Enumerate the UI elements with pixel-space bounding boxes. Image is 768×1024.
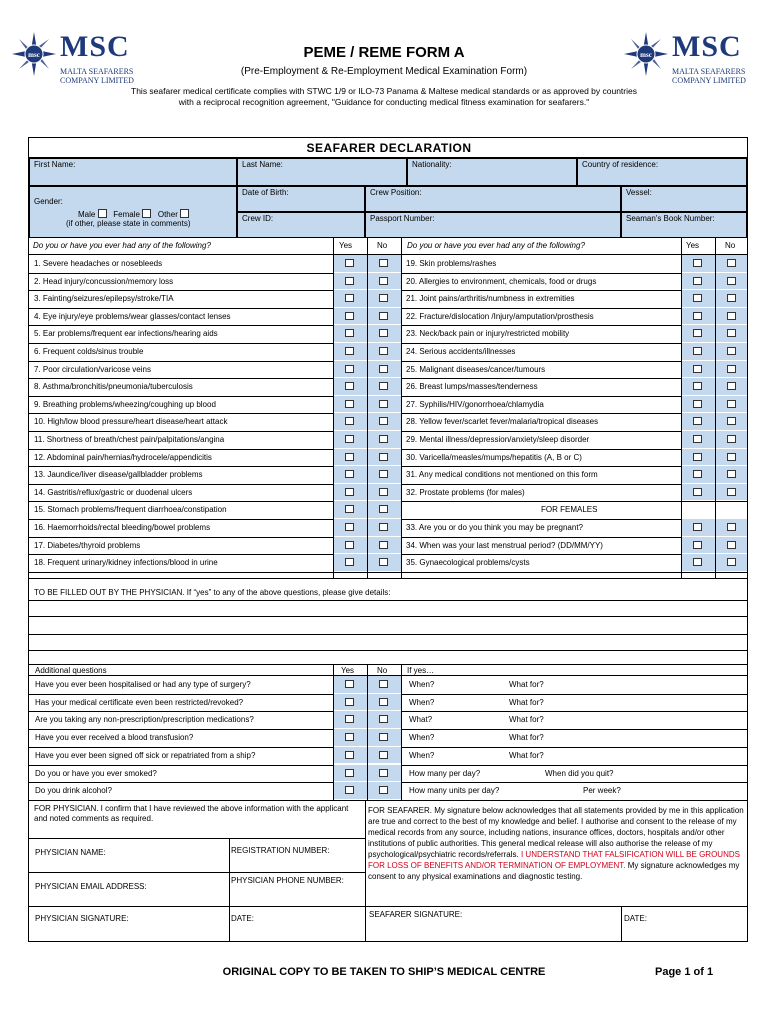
additional-yes: Yes [341, 666, 355, 675]
if-yes-prompt-b: What for? [509, 733, 544, 743]
no-checkbox[interactable] [727, 558, 736, 566]
no-checkbox[interactable] [727, 470, 736, 478]
yes-checkbox[interactable] [345, 488, 354, 496]
physician-name-field[interactable] [124, 840, 227, 872]
no-checkbox[interactable] [379, 680, 388, 688]
no-checkbox[interactable] [379, 277, 388, 285]
physician-phone-label: PHYSICIAN PHONE NUMBER: [231, 876, 344, 885]
nationality-field[interactable]: Nationality: [407, 158, 577, 186]
no-checkbox[interactable] [727, 417, 736, 425]
question-right: 33. Are you or do you think you may be pregnant? [406, 523, 584, 532]
form-title: PEME / REME FORM A [303, 44, 465, 61]
details-line-1[interactable] [31, 602, 745, 615]
no-checkbox[interactable] [379, 558, 388, 566]
question-left: 7. Poor circulation/varicose veins [34, 364, 151, 374]
question-right: 29. Mental illness/depression/anxiety/sleep disorder [406, 435, 590, 444]
first-name-field[interactable]: First Name: [29, 158, 237, 186]
svg-text:msc: msc [640, 51, 652, 59]
no-checkbox[interactable] [379, 715, 388, 723]
no-checkbox[interactable] [727, 400, 736, 408]
seafarer-signature-label: SEAFARER SIGNATURE: [369, 910, 463, 919]
country-field[interactable]: Country of residence: [577, 158, 747, 186]
additional-header: Additional questions [35, 666, 107, 675]
dob-field[interactable]: Date of Birth: [237, 186, 365, 212]
physician-email-field[interactable] [179, 874, 227, 906]
form-intro: This seafarer medical certificate complies with STWC 1/9 or ILO-73 Panama & Maltese medical standards or as approved by countries with a reciprocal recognition agreement, "Guidance for conducting medical fitness examination for seafarers." [131, 86, 637, 107]
if-yes-prompt-b: When did you quit? [545, 768, 614, 778]
question-right: 32. Prostate problems (for males) [406, 487, 525, 497]
yes-checkbox[interactable] [345, 294, 354, 302]
additional-question: Do you drink alcohol? [35, 786, 112, 796]
question-right: 30. Varicella/measles/mumps/hepatitis (A, B or C) [406, 452, 582, 462]
yes-checkbox[interactable] [345, 680, 354, 688]
no-checkbox[interactable] [379, 698, 388, 706]
question-left: 10. High/low blood pressure/heart disease/heart attack [34, 417, 228, 427]
if-yes-prompt-b: What for? [509, 680, 544, 689]
additional-question: Have you ever been signed off sick or repatriated from a ship? [35, 750, 256, 760]
no-checkbox[interactable] [379, 541, 388, 549]
female-checkbox[interactable] [142, 209, 151, 218]
no-checkbox[interactable] [379, 417, 388, 425]
for-females-header: FOR FEMALES [541, 505, 598, 515]
questions-header-left: Do you or have you ever had any of the following? [33, 241, 211, 250]
question-left: 1. Severe headaches or nosebleeds [34, 259, 163, 268]
crew-id-field[interactable]: Crew ID: [237, 212, 365, 238]
no-checkbox[interactable] [379, 347, 388, 355]
yes-checkbox[interactable] [693, 488, 702, 496]
question-right: 26. Breast lumps/masses/tenderness [406, 382, 538, 392]
no-checkbox[interactable] [727, 523, 736, 531]
yes-checkbox[interactable] [693, 347, 702, 355]
no-checkbox[interactable] [727, 277, 736, 285]
yes-checkbox[interactable] [345, 417, 354, 425]
question-right: 23. Neck/back pain or injury/restricted mobility [406, 329, 570, 339]
yes-checkbox[interactable] [345, 259, 354, 267]
yes-checkbox[interactable] [345, 558, 354, 566]
registration-label: REGISTRATION NUMBER: [231, 846, 330, 855]
physician-email-label: PHYSICIAN EMAIL ADDRESS: [35, 882, 147, 891]
medical-questions-table [29, 238, 747, 578]
question-right: 31. Any medical conditions not mentioned on this form [406, 470, 598, 480]
yes-checkbox[interactable] [345, 698, 354, 706]
last-name-field[interactable]: Last Name: [237, 158, 407, 186]
gender-options: Male Female Other [78, 209, 189, 220]
question-left: 9. Breathing problems/wheezing/coughing up blood [34, 399, 216, 409]
signature-section [29, 800, 747, 941]
if-yes-prompt-a: When? [409, 733, 435, 743]
table-divider [401, 238, 402, 578]
question-right: 27. Syphilis/HIV/gonorrhoea/chlamydia [406, 399, 544, 409]
question-right: 22. Fracture/dislocation /Injury/amputation/prosthesis [406, 311, 594, 321]
question-left: 18. Frequent urinary/kidney infections/blood in urine [34, 558, 218, 568]
additional-no: No [377, 666, 388, 675]
yes-checkbox[interactable] [693, 453, 702, 461]
yes-checkbox[interactable] [693, 470, 702, 478]
question-right: 24. Serious accidents/illnesses [406, 347, 516, 356]
svg-text:msc: msc [28, 51, 40, 59]
no-checkbox[interactable] [727, 329, 736, 337]
yes-checkbox[interactable] [345, 453, 354, 461]
seafarer-signature-field[interactable] [469, 908, 619, 940]
no-checkbox[interactable] [379, 435, 388, 443]
no-checkbox[interactable] [379, 382, 388, 390]
yes-checkbox[interactable] [345, 329, 354, 337]
additional-question: Have you ever been hospitalised or had any type of surgery? [35, 680, 251, 689]
yes-header-left: Yes [339, 241, 353, 250]
no-header-left: No [377, 241, 388, 250]
yes-checkbox[interactable] [693, 558, 702, 566]
no-checkbox[interactable] [379, 769, 388, 777]
additional-question: Have you ever received a blood transfusion? [35, 733, 194, 743]
physician-signature-label: PHYSICIAN SIGNATURE: [35, 914, 129, 923]
logo-subtitle: MALTA SEAFARERS COMPANY LIMITED [672, 67, 746, 85]
crew-position-field[interactable]: Crew Position: [365, 186, 621, 212]
no-checkbox[interactable] [727, 347, 736, 355]
yes-checkbox[interactable] [693, 365, 702, 373]
yes-checkbox[interactable] [693, 277, 702, 285]
yes-checkbox[interactable] [345, 505, 354, 513]
yes-checkbox[interactable] [345, 277, 354, 285]
yes-checkbox[interactable] [345, 786, 354, 794]
form-box [28, 137, 748, 942]
yes-header-right: Yes [686, 241, 700, 250]
table-line [29, 572, 747, 573]
no-checkbox[interactable] [727, 259, 736, 267]
yes-checkbox[interactable] [345, 733, 354, 741]
yes-checkbox[interactable] [345, 435, 354, 443]
yes-checkbox[interactable] [693, 523, 702, 531]
no-header-right: No [725, 241, 736, 250]
no-checkbox[interactable] [379, 259, 388, 267]
date-label-seafarer: DATE: [624, 914, 647, 923]
no-checkbox[interactable] [379, 733, 388, 741]
additional-question: Are you taking any non-prescription/prescription medications? [35, 715, 254, 725]
question-right: 20. Allergies to environment, chemicals, food or drugs [406, 276, 597, 286]
yes-checkbox[interactable] [345, 470, 354, 478]
yes-checkbox[interactable] [345, 715, 354, 723]
question-left: 17. Diabetes/thyroid problems [34, 540, 141, 550]
physician-details-area [29, 578, 747, 664]
no-checkbox[interactable] [379, 453, 388, 461]
no-checkbox[interactable] [727, 382, 736, 390]
physician-name-label: PHYSICIAN NAME: [35, 848, 106, 857]
seafarer-statement: FOR SEAFARER. My signature below acknowledges that all statements provided by me in this application are true and correct to the best of my knowledge and belief. I authorise and consent to the release of my medical records from any source, including nations, insurance offices, doctors, hospitals and/or other institutions of public authorities. This general medical release will also authorise the release of my psychological/psychiatric records/referrals. I UNDERSTAND THAT FALSIFICATION WILL BE GROUNDS FOR LOSS OF BENEFITS AND/OR TERMINATION OF EMPLOYMENT. My signature acknowledges my consent to any physical examinations and diagnostic testing. [368, 806, 744, 881]
question-right: 35. Gynaecological problems/cysts [406, 558, 530, 568]
no-checkbox[interactable] [379, 294, 388, 302]
question-right: 28. Yellow fever/scarlet fever/malaria/tropical diseases [406, 417, 599, 427]
if-yes-prompt-a: What? [409, 715, 433, 725]
physician-statement: FOR PHYSICIAN. I confirm that I have reviewed the above information with the applicant and noted comments as required. [34, 804, 349, 823]
yes-checkbox[interactable] [345, 769, 354, 777]
no-checkbox[interactable] [379, 329, 388, 337]
yes-checkbox[interactable] [693, 400, 702, 408]
yes-checkbox[interactable] [345, 541, 354, 549]
yes-checkbox[interactable] [345, 347, 354, 355]
no-checkbox[interactable] [727, 435, 736, 443]
no-checkbox[interactable] [727, 365, 736, 373]
form-subtitle: (Pre-Employment & Re-Employment Medical Examination Form) [240, 66, 528, 77]
seamans-book-field[interactable]: Seaman's Book Number: [621, 212, 747, 238]
male-checkbox[interactable] [98, 209, 107, 218]
no-checkbox[interactable] [379, 470, 388, 478]
no-checkbox[interactable] [727, 312, 736, 320]
gender-field [29, 186, 237, 238]
yes-checkbox[interactable] [693, 259, 702, 267]
if-yes-prompt-b: What for? [509, 750, 544, 760]
no-checkbox[interactable] [379, 312, 388, 320]
section-title: SEAFARER DECLARATION [306, 141, 472, 155]
footer-note: ORIGINAL COPY TO BE TAKEN TO SHIP’S MEDICAL CENTRE [222, 966, 546, 978]
question-left: 4. Eye injury/eye problems/wear glasses/contact lenses [34, 311, 231, 321]
yes-checkbox[interactable] [345, 751, 354, 759]
table-divider [401, 664, 402, 800]
question-left: 11. Shortness of breath/chest pain/palpitations/angina [34, 435, 225, 444]
yes-checkbox[interactable] [693, 541, 702, 549]
yes-checkbox[interactable] [693, 312, 702, 320]
physician-signature-field[interactable] [149, 908, 227, 940]
gender-label: Gender: [34, 197, 63, 206]
question-right: 34. When was your last menstrual period? (DD/MM/YY) [406, 540, 603, 550]
question-right: 19. Skin problems/rashes [406, 259, 497, 268]
question-right: 25. Malignant diseases/cancer/tumours [406, 364, 546, 374]
no-checkbox[interactable] [379, 400, 388, 408]
gender-note: (if other, please state in comments) [66, 219, 191, 228]
question-left: 12. Abdominal pain/hernias/hydrocele/appendicitis [34, 452, 212, 462]
yes-checkbox[interactable] [693, 435, 702, 443]
question-left: 14. Gastritis/reflux/gastric or duodenal ulcers [34, 487, 193, 497]
details-line-3[interactable] [31, 636, 745, 649]
if-yes-prompt-a: When? [409, 750, 435, 760]
logo-brand: MSC [672, 30, 742, 63]
if-yes-prompt-a: How many per day? [409, 768, 481, 778]
no-checkbox[interactable] [379, 365, 388, 373]
yes-checkbox[interactable] [345, 382, 354, 390]
vessel-field[interactable]: Vessel: [621, 186, 747, 212]
question-left: 13. Jaundice/liver disease/gallbladder problems [34, 470, 203, 480]
yes-checkbox[interactable] [693, 382, 702, 390]
if-yes-prompt-a: When? [409, 680, 435, 689]
additional-question: Has your medical certificate even been restricted/revoked? [35, 697, 244, 707]
question-left: 16. Haemorrhoids/rectal bleeding/bowel problems [34, 523, 211, 532]
other-checkbox[interactable] [180, 209, 189, 218]
if-yes-prompt-b: What for? [509, 715, 544, 725]
no-checkbox[interactable] [727, 541, 736, 549]
yes-checkbox[interactable] [345, 365, 354, 373]
no-checkbox[interactable] [379, 488, 388, 496]
if-yes-prompt-a: How many units per day? [409, 786, 500, 796]
no-checkbox[interactable] [379, 523, 388, 531]
logo-subtitle: MALTA SEAFARERS COMPANY LIMITED [60, 67, 134, 85]
yes-checkbox[interactable] [345, 400, 354, 408]
no-checkbox[interactable] [727, 294, 736, 302]
date-label-physician: DATE: [231, 914, 254, 923]
additional-questions-table [29, 664, 747, 800]
yes-checkbox[interactable] [345, 523, 354, 531]
yes-checkbox[interactable] [693, 329, 702, 337]
physician-note: TO BE FILLED OUT BY THE PHYSICIAN. If “yes” to any of the above questions, please give details: [34, 588, 391, 597]
if-yes-prompt-a: When? [409, 697, 435, 707]
details-line-2[interactable] [31, 618, 745, 633]
question-left: 3. Fainting/seizures/epilepsy/stroke/TIA [34, 294, 174, 304]
additional-ifyes: If yes… [407, 666, 435, 675]
question-left: 15. Stomach problems/frequent diarrhoea/constipation [34, 505, 227, 515]
if-yes-prompt-b: Per week? [583, 786, 621, 796]
yes-checkbox[interactable] [693, 294, 702, 302]
question-left: 8. Asthma/bronchitis/pneumonia/tuberculosis [34, 382, 193, 392]
logo-brand: MSC [60, 30, 130, 63]
questions-header-right: Do you or have you ever had any of the following? [407, 241, 585, 250]
no-checkbox[interactable] [379, 505, 388, 513]
yes-checkbox[interactable] [693, 417, 702, 425]
question-left: 5. Ear problems/frequent ear infections/hearing aids [34, 329, 218, 339]
page-number: Page 1 of 1 [655, 966, 714, 978]
no-checkbox[interactable] [727, 488, 736, 496]
question-left: 6. Frequent colds/sinus trouble [34, 347, 144, 356]
no-checkbox[interactable] [727, 453, 736, 461]
no-checkbox[interactable] [379, 751, 388, 759]
passport-field[interactable]: Passport Number: [365, 212, 621, 238]
if-yes-prompt-b: What for? [509, 697, 544, 707]
no-checkbox[interactable] [379, 786, 388, 794]
yes-checkbox[interactable] [345, 312, 354, 320]
additional-question: Do you or have you ever smoked? [35, 768, 157, 778]
question-right: 21. Joint pains/arthritis/numbness in extremities [406, 294, 575, 304]
falsification-warning: I UNDERSTAND THAT FALSIFICATION WILL BE GROUNDS FOR LOSS OF BENEFITS AND/OR TERMINATION OF EMPLOYMENT. [368, 850, 740, 870]
question-left: 2. Head injury/concussion/memory loss [34, 276, 174, 286]
